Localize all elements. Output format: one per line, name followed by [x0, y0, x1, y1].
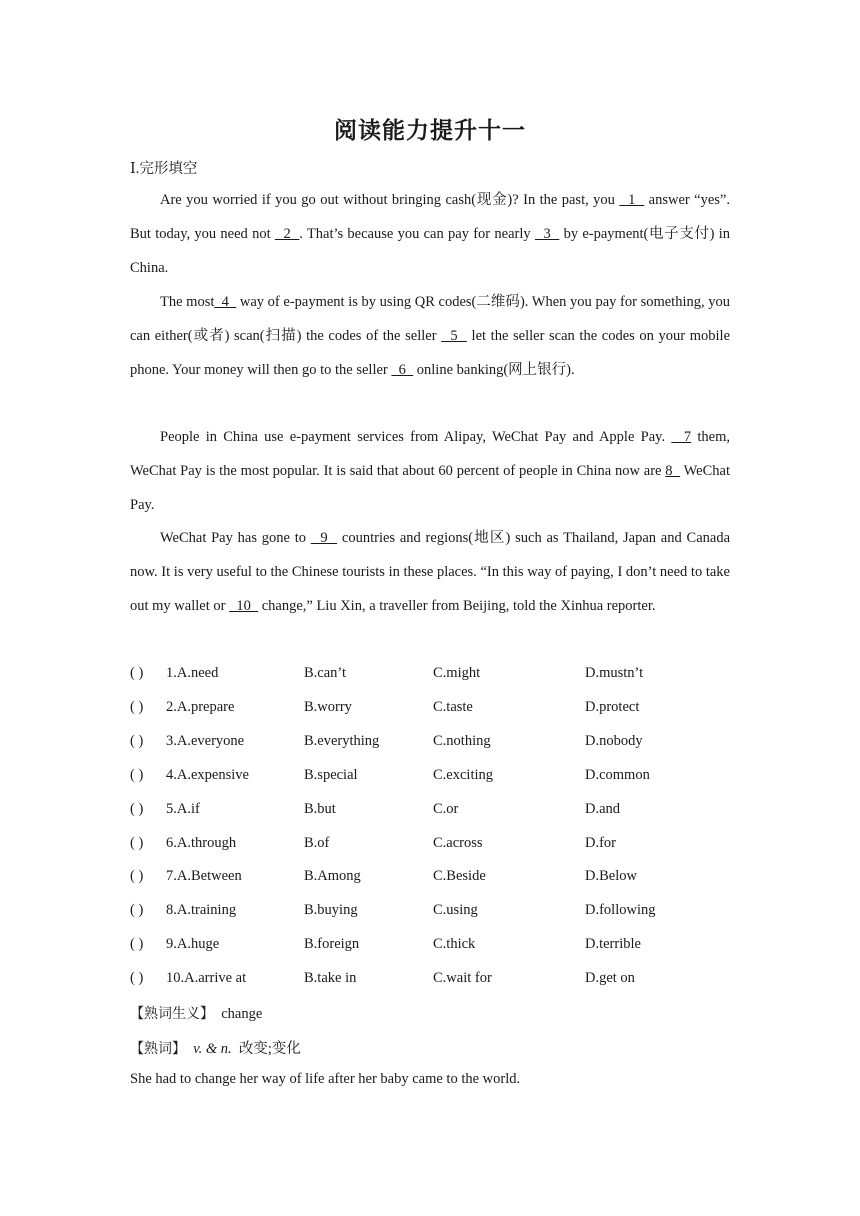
question-row [130, 868, 730, 888]
passage-text: countries and regions(地区) such as Thailand, Japan and Canada now. It is very useful to the Chinese tourists in these places. “In this way of paying, I don’t need to take out my wallet or [130, 530, 731, 614]
answer-paren: ( ) [130, 699, 144, 715]
passage-text: People in China use e-payment services from Alipay, WeChat Pay and Apple Pay. [160, 429, 672, 445]
option-c: C.using [433, 902, 478, 918]
option-d: D.for [585, 835, 617, 851]
passage-text: WeChat Pay. [130, 463, 730, 513]
blank-2: 2 [274, 226, 300, 242]
option-c: C.wait for [433, 970, 492, 986]
question-row [130, 665, 730, 685]
question-row [130, 801, 730, 821]
option-b: B.special [304, 767, 358, 783]
answer-paren: ( ) [130, 835, 144, 851]
option-a: 7.A.Between [166, 868, 242, 884]
passage-paragraph-3 [130, 420, 730, 522]
vocab-pos: v. & n. [193, 1041, 232, 1057]
passage-text: change,” Liu Xin, a traveller from Beijing, told the Xinhua reporter. [258, 598, 656, 614]
answer-paren: ( ) [130, 902, 144, 918]
answer-paren: ( ) [130, 665, 144, 681]
option-c: C.or [433, 801, 459, 817]
option-a: 4.A.expensive [166, 767, 249, 783]
option-d: D.terrible [585, 936, 641, 952]
blank-4: 4 [214, 294, 237, 310]
vocab-known-label: 【熟词】 [130, 1041, 186, 1057]
question-row [130, 835, 730, 855]
passage-text: let the seller scan the codes on your mobile phone. Your money will then go to the seller [130, 328, 731, 378]
answer-paren: ( ) [130, 767, 144, 783]
option-c: C.exciting [433, 767, 494, 783]
question-row [130, 767, 730, 787]
option-b: B.but [304, 801, 336, 817]
option-a: 1.A.need [166, 665, 219, 681]
option-c: C.thick [433, 936, 476, 952]
option-a: 6.A.through [166, 835, 237, 851]
option-d: D.common [585, 767, 650, 783]
passage-text: answer “yes”. But today, you need not [130, 192, 730, 242]
question-row [130, 970, 730, 990]
answer-paren: ( ) [130, 868, 144, 884]
option-d: D.Below [585, 868, 637, 884]
passage-paragraph-4 [130, 521, 730, 623]
passage-text: online banking(网上银行). [413, 362, 575, 378]
option-c: C.nothing [433, 733, 491, 749]
option-b: B.everything [304, 733, 380, 749]
passage-paragraph-2 [130, 285, 730, 387]
option-b: B.take in [304, 970, 357, 986]
blank-8: 8 [665, 463, 681, 479]
vocab-heading: 【熟词生义】 [130, 1006, 214, 1022]
page-title: 阅读能力提升十一 [334, 118, 526, 143]
blank-7: 7 [671, 429, 692, 445]
blank-9: 9 [310, 530, 338, 546]
option-a: 10.A.arrive at [166, 970, 247, 986]
answer-paren: ( ) [130, 801, 144, 817]
passage-text: by e-payment(电子支付) in China. [130, 226, 731, 276]
passage-text: . That’s because you can pay for nearly [299, 226, 535, 242]
question-row [130, 936, 730, 956]
option-c: C.taste [433, 699, 473, 715]
question-row [130, 699, 730, 719]
option-d: D.get on [585, 970, 635, 986]
option-c: C.Beside [433, 868, 486, 884]
vocab-meaning: 改变;变化 [238, 1041, 301, 1057]
blank-10: 10 [229, 598, 259, 614]
option-c: C.might [433, 665, 481, 681]
option-a: 2.A.prepare [166, 699, 235, 715]
option-a: 3.A.everyone [166, 733, 245, 749]
passage-paragraph-1 [130, 183, 730, 285]
option-a: 8.A.training [166, 902, 237, 918]
section-heading: Ⅰ.完形填空 [130, 161, 198, 177]
vocab-word: change [221, 1006, 263, 1022]
option-a: 5.A.if [166, 801, 200, 817]
option-d: D.nobody [585, 733, 643, 749]
option-d: D.following [585, 902, 656, 918]
option-d: D.protect [585, 699, 640, 715]
passage-text: them, WeChat Pay is the most popular. It is said that about 60 percent of people in China now are [130, 429, 731, 479]
vocab-known-line [130, 1037, 301, 1058]
blank-3: 3 [534, 226, 560, 242]
blank-1: 1 [619, 192, 645, 208]
question-row [130, 733, 730, 753]
answer-paren: ( ) [130, 733, 144, 749]
vocab-heading-line [130, 1003, 262, 1023]
option-b: B.can’t [304, 665, 347, 681]
passage-text: The most [160, 294, 215, 310]
question-row [130, 902, 730, 922]
option-d: D.and [585, 801, 621, 817]
option-a: 9.A.huge [166, 936, 220, 952]
option-b: B.of [304, 835, 330, 851]
blank-5: 5 [441, 328, 467, 344]
passage-text: WeChat Pay has gone to [160, 530, 311, 546]
blank-6: 6 [391, 362, 414, 378]
option-b: B.Among [304, 868, 361, 884]
option-b: B.buying [304, 902, 358, 918]
option-c: C.across [433, 835, 483, 851]
answer-paren: ( ) [130, 936, 144, 952]
option-b: B.foreign [304, 936, 360, 952]
option-d: D.mustn’t [585, 665, 644, 681]
passage-text: way of e-payment is by using QR codes(二维码). When you pay for something, you can either(或者) scan(扫描) the codes of the seller [130, 294, 731, 344]
vocab-example: She had to change her way of life after her baby came to the world. [130, 1071, 521, 1087]
answer-paren: ( ) [130, 970, 144, 986]
passage-text: Are you worried if you go out without bringing cash(现金)? In the past, you [160, 192, 620, 208]
option-b: B.worry [304, 699, 352, 715]
